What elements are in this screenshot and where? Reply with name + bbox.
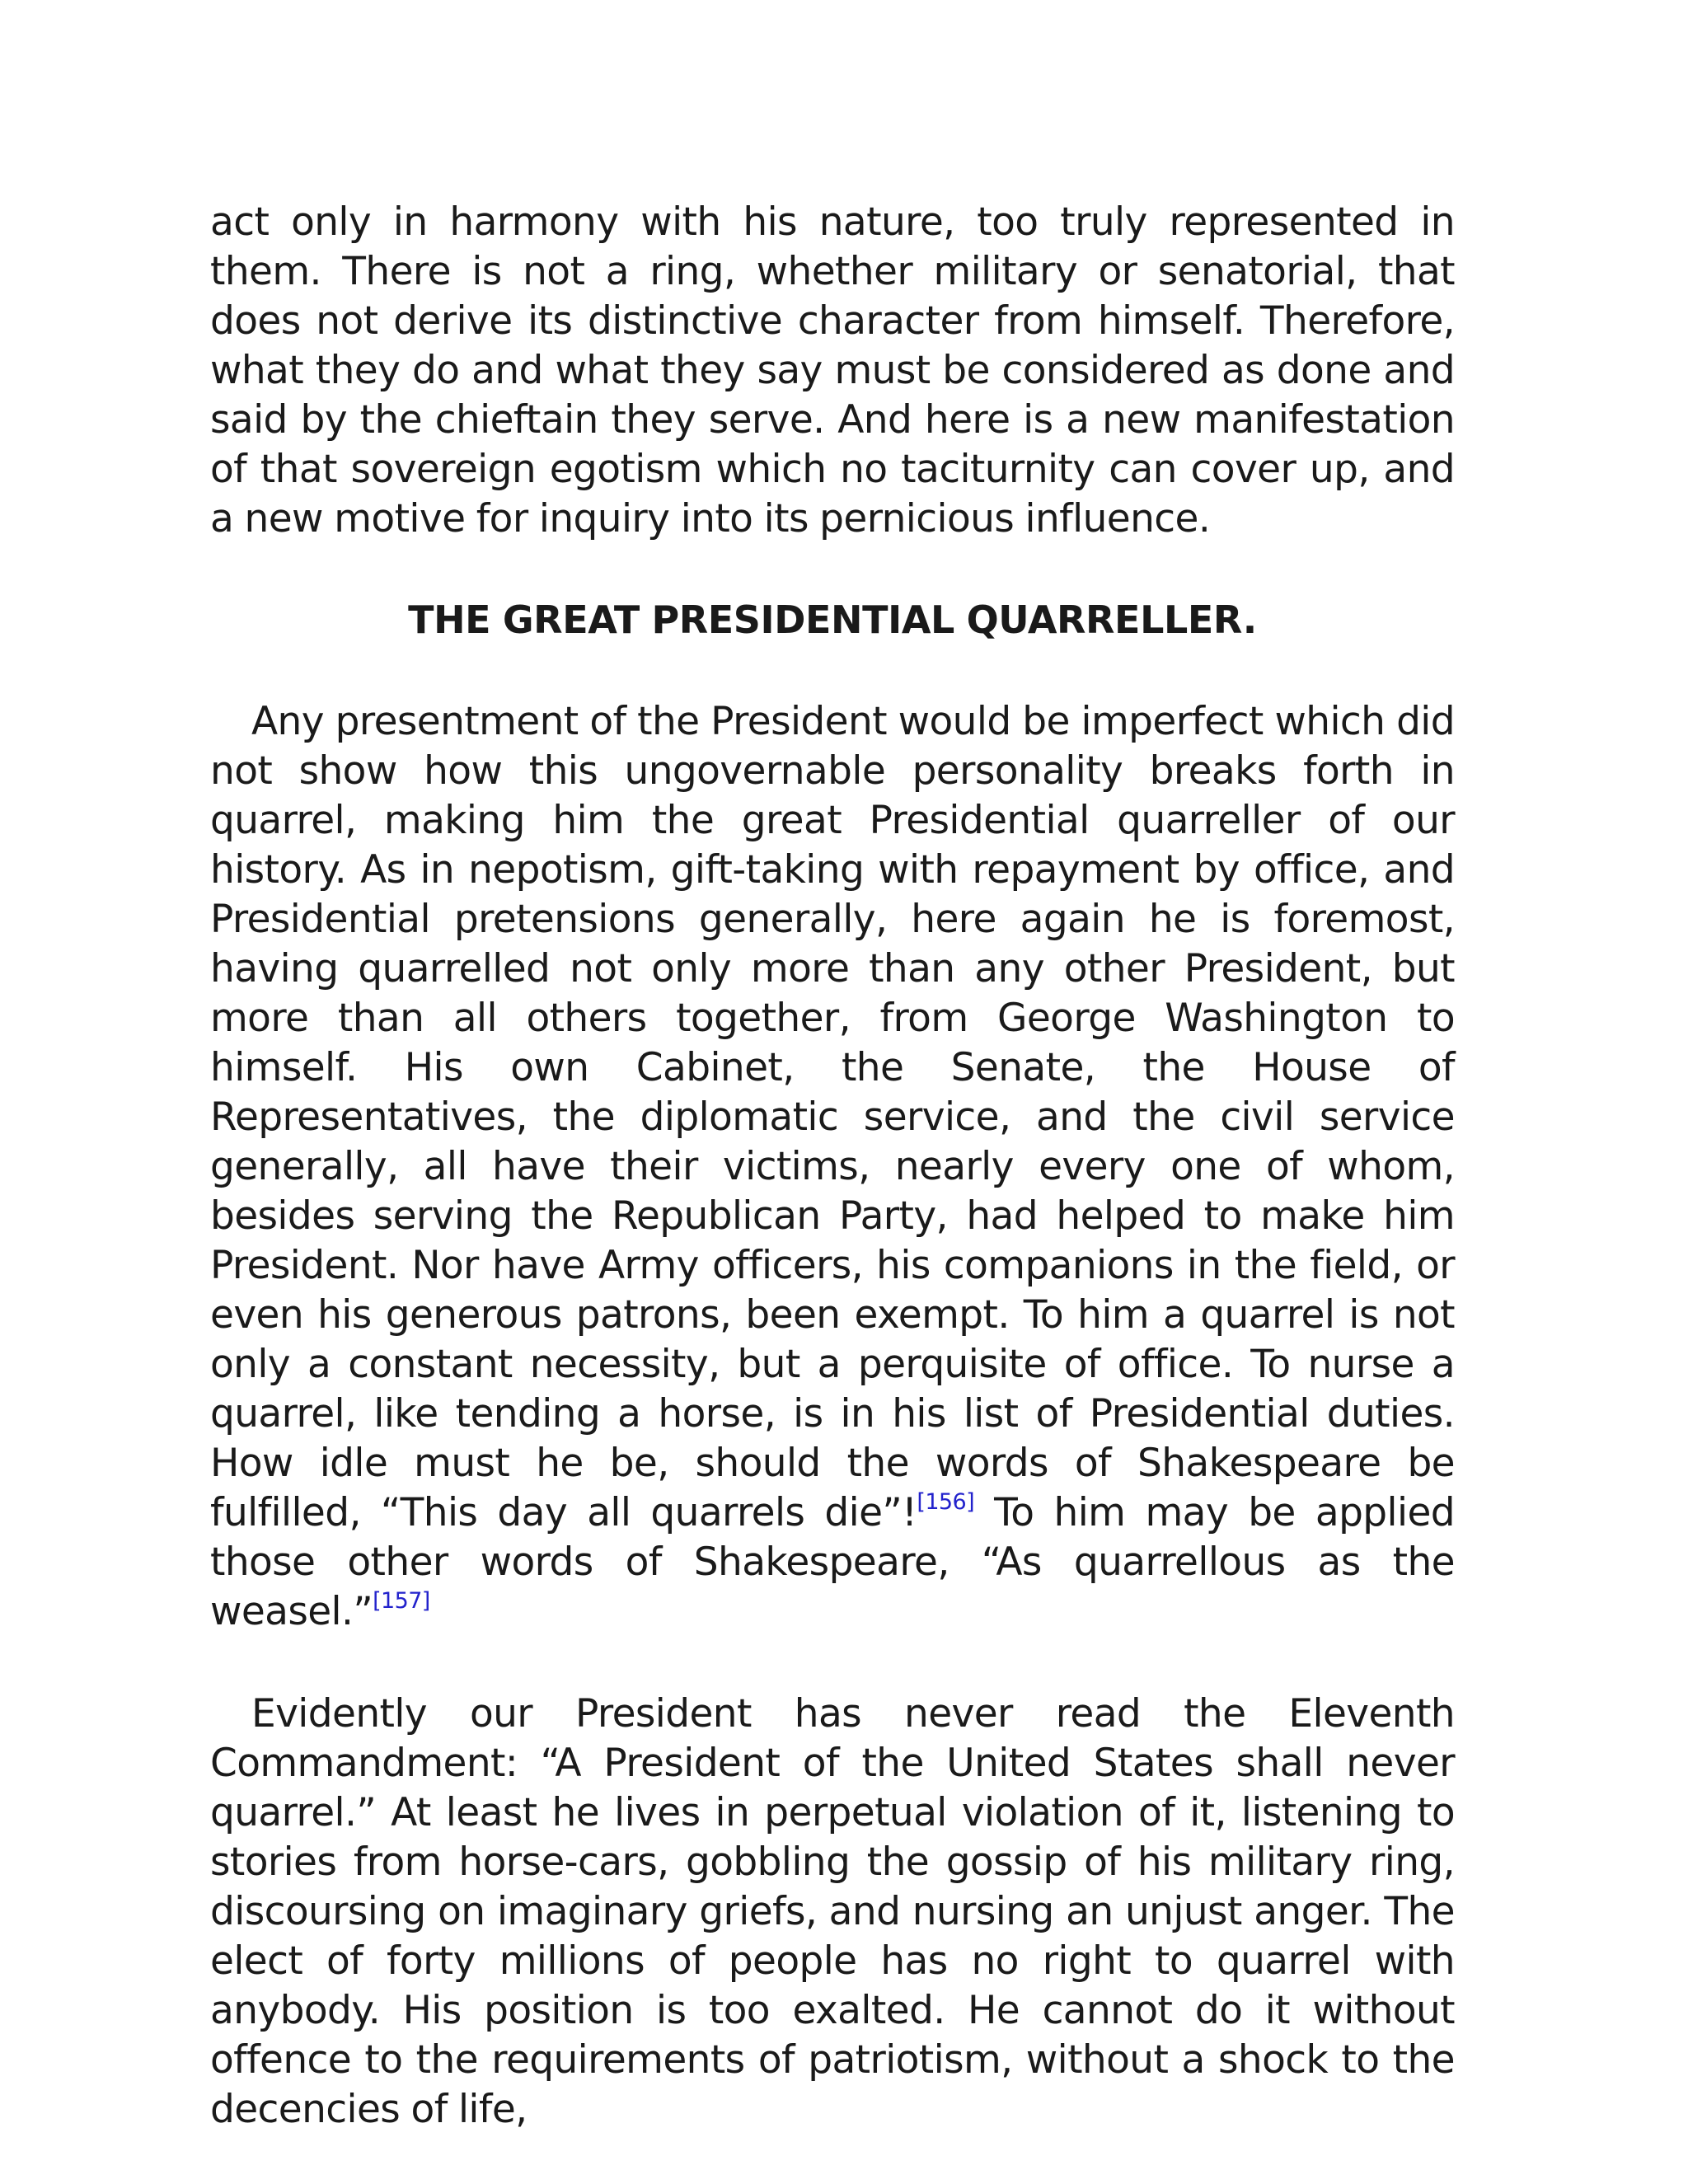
footnote-ref-156[interactable] bbox=[917, 1489, 974, 1515]
footnote-link-156[interactable]: [156] bbox=[917, 1489, 975, 1515]
footnote-ref-157[interactable] bbox=[373, 1588, 430, 1614]
paragraph-2-text-b: To him may be applied those other words of Shakespeare, “As quarrellous as the weasel.” bbox=[210, 1490, 1455, 1634]
paragraph-3: Evidently our President has never read the Eleventh Commandment: “A President of the United States shall never quarrel.” At least he lives in perpetual violation of it, listening to stories from horse-cars, gobbling the gossip of his military ring, discoursing on imaginary griefs, and nursing an unjust anger. The elect of forty millions of people has no right to quarrel with anybody. His position is too exalted. He cannot do it without offence to the requirements of patriotism, without a shock to the decencies of life, bbox=[210, 1691, 1455, 2132]
paragraph-2 bbox=[210, 697, 1455, 1637]
section-heading: THE GREAT PRESIDENTIAL QUARRELLER. bbox=[408, 598, 1257, 642]
paragraph-2-text-a: Any presentment of the President would be imperfect which did not show how this ungovernable personality breaks forth in quarrel, making him the great Presidential quarreller of our history. As in nepotism, gift-taking with repayment by office, and Presidential pretensions generally, here again he is foremost, having quarrelled not only more than any other President, but more than all others together, from George Washington to himself. His own Cabinet, the Senate, the House of Representatives, the diplomatic service, and the civil service generally, all have their victims, nearly every one of whom, besides serving the Republican Party, had helped to make him President. Nor have Army officers, his companions in the field, or even his generous patrons, been exempt. To him a quarrel is not only a constant necessity, but a perquisite of office. To nurse a quarrel, like tending a horse, is in his list of Presidential duties. How idle must he be, should the words of Shakespeare be fulfilled, “This day all quarrels die”! bbox=[210, 699, 1455, 1535]
page-body bbox=[210, 198, 1455, 2135]
paragraph-1: act only in harmony with his nature, too truly represented in them. There is not a ring, whether military or senatorial, that does not derive its distinctive character from himself. Therefore, what they do and what they say must be considered as done and said by the chieftain they serve. And here is a new manifestation of that sovereign egotism which no taciturnity can cover up, and a new motive for inquiry into its pernicious influence. bbox=[210, 199, 1455, 541]
paragraph-gap bbox=[210, 1637, 1455, 1690]
footnote-link-157[interactable]: [157] bbox=[373, 1588, 430, 1614]
